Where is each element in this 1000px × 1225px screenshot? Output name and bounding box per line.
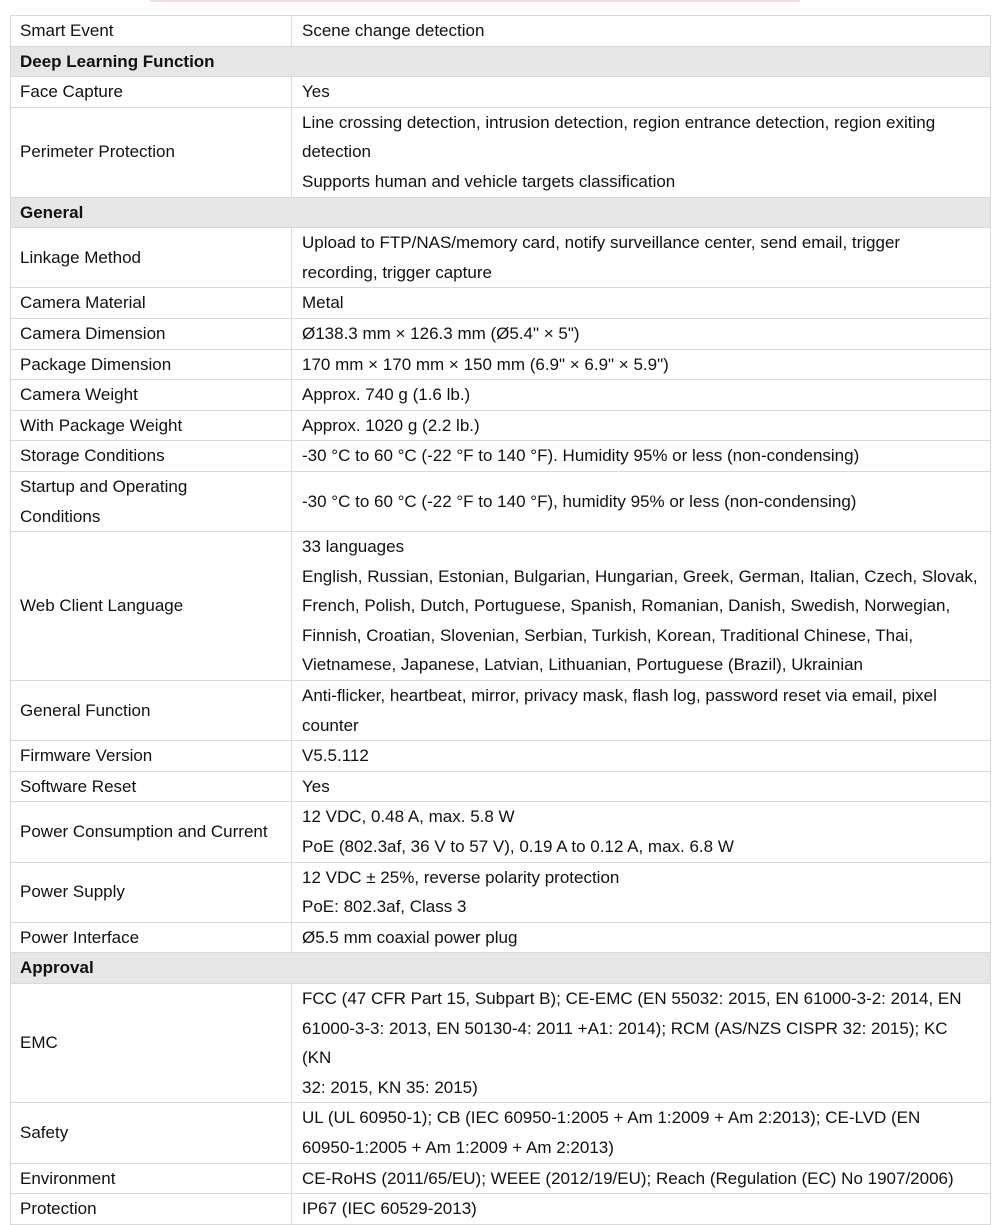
spec-value — [292, 922, 991, 953]
spec-value-line: Approx. 740 g (1.6 lb.) — [302, 385, 471, 405]
spec-row-with-package-weight — [11, 410, 991, 441]
spec-value-line: 12 VDC ± 25%, reverse polarity protection — [302, 867, 620, 887]
spec-value — [292, 318, 991, 349]
spec-value-line: French, Polish, Dutch, Portuguese, Spanish, Romanian, Danish, Swedish, Norwegian, — [302, 596, 951, 616]
spec-label: Firmware Version — [11, 741, 292, 772]
spec-value-line: 12 VDC, 0.48 A, max. 5.8 W — [302, 807, 515, 827]
spec-value — [292, 1163, 991, 1194]
spec-label: Camera Material — [11, 288, 292, 319]
spec-label: Power Supply — [11, 862, 292, 922]
spec-value-line: Yes — [302, 776, 330, 796]
spec-value-line: Line crossing detection, intrusion detection, region entrance detection, region exiting — [302, 112, 936, 132]
spec-value-line: Scene change detection — [302, 21, 485, 40]
spec-label: Power Interface — [11, 922, 292, 953]
spec-value — [292, 410, 991, 441]
section-title: Deep Learning Function — [11, 46, 991, 77]
spec-value-line: -30 °C to 60 °C (-22 °F to 140 °F). Humidity 95% or less (non-condensing) — [302, 446, 860, 466]
spec-label: Camera Dimension — [11, 318, 292, 349]
spec-row-firmware-version — [11, 741, 991, 772]
spec-value — [292, 802, 991, 862]
spec-row-environment — [11, 1163, 991, 1194]
spec-value — [292, 681, 991, 741]
spec-label: Protection — [11, 1194, 292, 1225]
spec-label: With Package Weight — [11, 410, 292, 441]
spec-row-linkage-method — [11, 228, 991, 288]
spec-row-software-reset — [11, 771, 991, 802]
spec-value-line: 33 languages — [302, 537, 405, 557]
spec-value — [292, 771, 991, 802]
spec-label: EMC — [11, 984, 292, 1103]
spec-value-line: PoE: 802.3af, Class 3 — [302, 897, 467, 917]
spec-value-line: 32: 2015, KN 35: 2015) — [302, 1077, 478, 1097]
spec-value — [292, 1103, 991, 1163]
section-header-general — [11, 197, 991, 228]
spec-label: Face Capture — [11, 77, 292, 108]
spec-row-perimeter-protection — [11, 107, 991, 197]
spec-row-general-function — [11, 681, 991, 741]
spec-value-line: CE-RoHS (2011/65/EU); WEEE (2012/19/EU); Reach (Regulation (EC) No 1907/2006) — [302, 1168, 954, 1188]
spec-label: Safety — [11, 1103, 292, 1163]
spec-value-line: Anti-flicker, heartbeat, mirror, privacy mask, flash log, password reset via email, pixel — [302, 686, 937, 706]
spec-value-line: Yes — [302, 82, 330, 102]
spec-label: Power Consumption and Current — [11, 802, 292, 862]
spec-value — [292, 862, 991, 922]
spec-value-line: FCC (47 CFR Part 15, Subpart B); CE-EMC (EN 55032: 2015, EN 61000-3-2: 2014, EN — [302, 989, 962, 1008]
spec-value — [292, 741, 991, 772]
spec-label — [11, 471, 292, 531]
spec-value-line: Upload to FTP/NAS/memory card, notify surveillance center, send email, trigger — [302, 233, 901, 253]
spec-label: General Function — [11, 681, 292, 741]
spec-value-line: 170 mm × 170 mm × 150 mm (6.9" × 6.9" × 5.9") — [302, 354, 669, 374]
spec-value-line: Ø5.5 mm coaxial power plug — [302, 927, 518, 947]
spec-value-line: V5.5.112 — [302, 746, 369, 766]
section-header-approval — [11, 953, 991, 984]
spec-label: Camera Weight — [11, 380, 292, 411]
spec-value-line: Supports human and vehicle targets classification — [302, 171, 676, 191]
spec-row-power-supply — [11, 862, 991, 922]
spec-row-camera-dimension — [11, 318, 991, 349]
spec-row-smart-event — [11, 16, 991, 47]
spec-value — [292, 441, 991, 472]
spec-label: Storage Conditions — [11, 441, 292, 472]
spec-row-camera-weight — [11, 380, 991, 411]
spec-row-web-client-language — [11, 532, 991, 681]
spec-label: Web Client Language — [11, 532, 292, 681]
spec-row-startup-and-operating-conditions — [11, 471, 991, 531]
spec-label-line: Startup and Operating — [20, 476, 188, 496]
spec-value — [292, 16, 991, 47]
spec-value-line: Metal — [302, 293, 344, 313]
spec-value-line: recording, trigger capture — [302, 262, 492, 282]
top-accent-line — [150, 0, 800, 2]
spec-value — [292, 471, 991, 531]
spec-value-line: counter — [302, 715, 359, 735]
section-title: General — [11, 197, 991, 228]
spec-value-line: Finnish, Croatian, Slovenian, Serbian, Turkish, Korean, Traditional Chinese, Thai, — [302, 625, 914, 645]
spec-value-line: IP67 (IEC 60529-2013) — [302, 1199, 477, 1219]
spec-row-camera-material — [11, 288, 991, 319]
spec-value-line: detection — [302, 142, 371, 162]
specification-table — [10, 15, 991, 1225]
spec-value-line: English, Russian, Estonian, Bulgarian, Hungarian, Greek, German, Italian, Czech, Slovak, — [302, 566, 978, 586]
spec-row-face-capture — [11, 77, 991, 108]
spec-value-line: -30 °C to 60 °C (-22 °F to 140 °F), humidity 95% or less (non-condensing) — [302, 491, 857, 511]
spec-row-safety — [11, 1103, 991, 1163]
spec-label: Package Dimension — [11, 349, 292, 380]
spec-label: Perimeter Protection — [11, 107, 292, 197]
spec-value — [292, 984, 991, 1103]
spec-value — [292, 228, 991, 288]
spec-value — [292, 77, 991, 108]
spec-row-storage-conditions — [11, 441, 991, 472]
spec-value — [292, 380, 991, 411]
spec-label: Environment — [11, 1163, 292, 1194]
spec-value-line: PoE (802.3af, 36 V to 57 V), 0.19 A to 0.12 A, max. 6.8 W — [302, 837, 734, 857]
section-header-deep-learning-function — [11, 46, 991, 77]
spec-row-emc — [11, 984, 991, 1103]
section-title: Approval — [11, 953, 991, 984]
spec-value — [292, 107, 991, 197]
spec-value — [292, 532, 991, 681]
specification-table-body — [11, 16, 991, 1225]
spec-value-line: Approx. 1020 g (2.2 lb.) — [302, 415, 480, 435]
spec-row-power-interface — [11, 922, 991, 953]
spec-value-line: Ø138.3 mm × 126.3 mm (Ø5.4" × 5") — [302, 323, 580, 343]
spec-value — [292, 288, 991, 319]
spec-label: Software Reset — [11, 771, 292, 802]
spec-row-power-consumption-and-current — [11, 802, 991, 862]
spec-row-package-dimension — [11, 349, 991, 380]
spec-value-line: 60950-1:2005 + Am 1:2009 + Am 2:2013) — [302, 1137, 614, 1157]
spec-value — [292, 349, 991, 380]
spec-value-line: 61000-3-3: 2013, EN 50130-4: 2011 +A1: 2014); RCM (AS/NZS CISPR 32: 2015); KC (KN — [302, 1018, 948, 1068]
spec-label: Linkage Method — [11, 228, 292, 288]
spec-value-line: Vietnamese, Japanese, Latvian, Lithuanian, Portuguese (Brazil), Ukrainian — [302, 655, 864, 675]
spec-value-line: UL (UL 60950-1); CB (IEC 60950-1:2005 + Am 1:2009 + Am 2:2013); CE-LVD (EN — [302, 1108, 921, 1128]
spec-label-line: Conditions — [20, 506, 101, 526]
spec-label: Smart Event — [11, 16, 292, 47]
